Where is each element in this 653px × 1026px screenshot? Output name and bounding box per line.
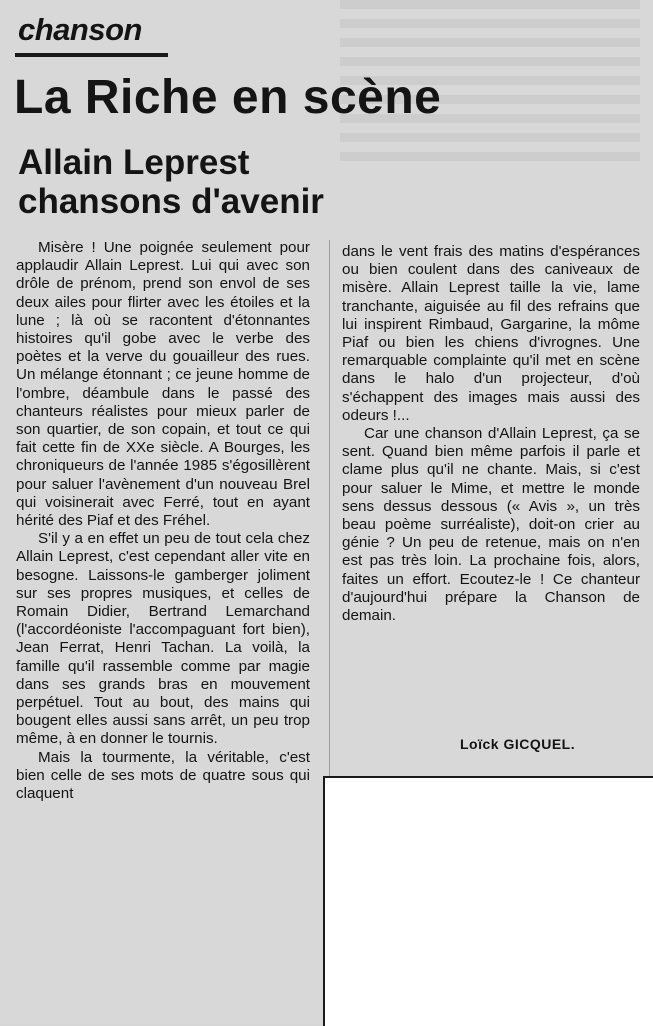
subheadline <box>18 143 324 221</box>
rubric-underline <box>15 53 168 57</box>
rubric-label: chanson <box>18 12 142 47</box>
subhead-line-1: Allain Leprest <box>18 143 250 182</box>
paragraph: Car une chanson d'Allain Leprest, ça se sent. Quand bien même parfois il parle et clame plus qu'il ne chante. Mais, si c'est pour saluer le Mime, et mettre le monde sens dessus dessous (« Avis », un très beau poème surréaliste), doit-on crier au génie ? Un peu de retenue, mais on n'en est pas très loin. La prochaine fois, alors, faites un effort. Ecoutez-le ! Ce chanteur d'aujourd'hui prépare la Chanson de demain. <box>342 425 640 625</box>
headline: La Riche en scène <box>14 71 442 124</box>
subhead-line-2: chansons d'avenir <box>18 182 324 221</box>
paragraph: S'il y a en effet un peu de tout cela chez Allain Leprest, c'est cependant aller vite en besogne. Laissons-le gamberger joliment sur ses propres musiques, et celles de Romain Didier, Bertrand Lemarchand (l'accordéoniste l'accompaguant fort bien), Jean Ferrat, Henri Tachan. La voilà, la famille qu'il rassemble comme par magie dans ses grands bras en mouvement perpétuel. Tout au bout, des mains qui bougent elles aussi sans arrêt, un peu trop même, à en donner le tournis. <box>16 530 310 748</box>
article-column-right <box>342 243 640 625</box>
paragraph: Misère ! Une poignée seulement pour applaudir Allain Leprest. Lui qui avec son drôle de prénom, prend son envol de ses deux ailes pour flirter avec les étoiles et la lune ; là où se racontent d'étonnantes histoires qu'il gobe avec le verbe des poètes et la verve du gouailleur des rues. Un mélange étonnant ; ce jeune homme de l'ombre, déambule dans le passé des chanteurs réalistes pour mieux parler de son quartier, de son copain, et tout ce qui fait cette fin de XXe siècle. A Bourges, les chroniqueurs de l'année 1985 s'égosillèrent pour saluer l'avènement d'un nouveau Brel qui voisinerait avec Ferré, tout en ayant hérité des Piaf et des Fréhel. <box>16 239 310 530</box>
blank-cutout-area <box>323 776 653 1026</box>
column-divider <box>329 240 330 776</box>
author-signature: Loïck GICQUEL. <box>460 736 576 752</box>
paragraph: dans le vent frais des matins d'espérances ou bien coulent dans des caniveaux de misère. Allain Leprest taille la vie, lame tranchante, aiguisée au fil des refrains que lui inspirent Rimbaud, Gargarine, la môme Piaf ou bien les chiens d'ivrognes. Une remarquable complainte qu'il met en scène dans le halo d'un projecteur, d'où s'échappent des images mais aussi des odeurs !... <box>342 243 640 424</box>
paragraph: Mais la tourmente, la véritable, c'est bien celle de ses mots de quatre sous qui claquent <box>16 748 310 803</box>
article-column-left <box>16 239 310 1024</box>
